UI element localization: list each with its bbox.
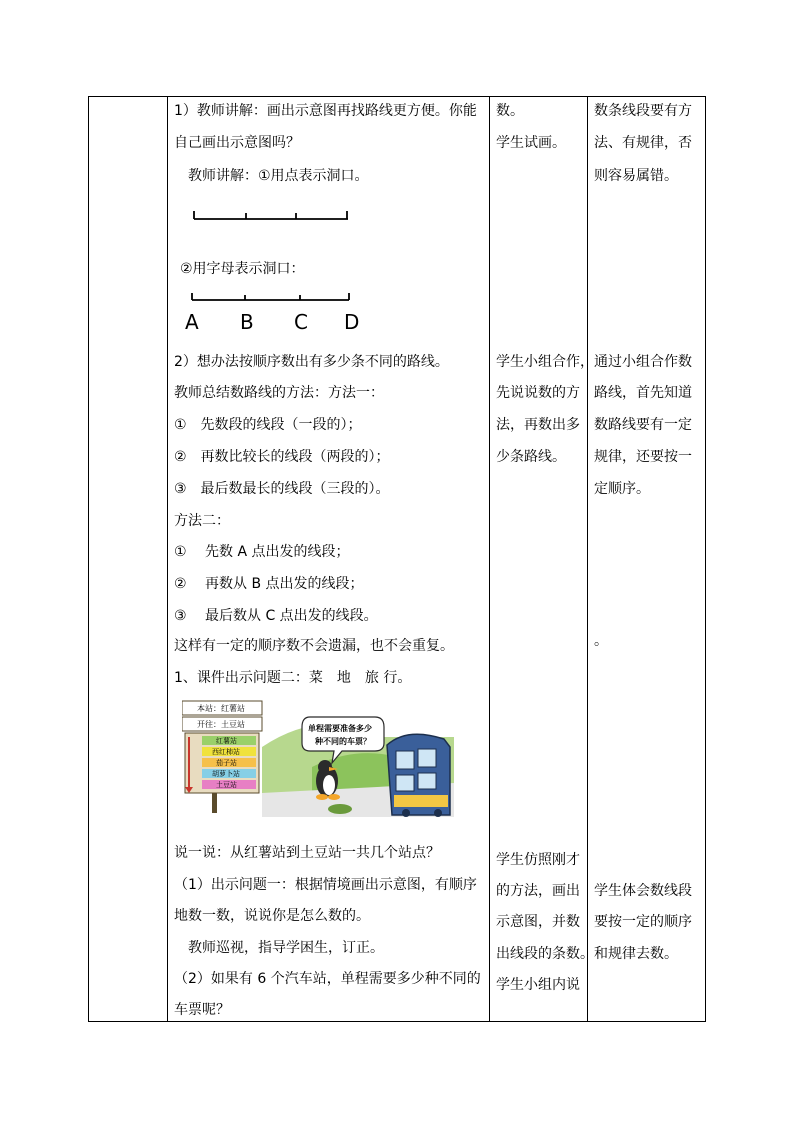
text-line: 。: [594, 633, 608, 649]
text-line: 路线，首先知道: [594, 385, 692, 401]
sign-current-station: 本站：红薯站: [197, 704, 245, 713]
text-line: 这样有一定的顺序数不会遗漏，也不会重复。: [174, 638, 454, 654]
sign-direction: 开往：土豆站: [197, 720, 245, 729]
text-line: 教师巡视，指导学困生，订正。: [174, 940, 384, 956]
text-line: 车票呢？: [174, 1002, 230, 1018]
lesson-table: [88, 96, 706, 1022]
text-line: 学生小组合作，: [496, 354, 594, 370]
dots-diagram: [188, 205, 358, 225]
station-item: 西红柿站: [212, 748, 240, 756]
text-line: 出线段的条数。: [496, 946, 594, 962]
text-line: 教师总结数路线的方法：方法一：: [174, 385, 384, 401]
text-line: （2）如果有 6 个汽车站，单程需要多少种不同的: [174, 971, 481, 987]
text-line: 学生仿照刚才: [496, 852, 580, 868]
station-item: 茄子站: [216, 759, 237, 767]
lettered-diagram: [182, 290, 362, 334]
text-line: ②用字母表示洞口：: [180, 261, 305, 277]
text-line: ① 先数段的线段（一段的）；: [174, 417, 362, 433]
point-label-c: C: [294, 310, 308, 334]
text-line: 1、课件出示问题二：菜 地 旅 行。: [174, 670, 412, 686]
text-line: 学生体会数线段: [594, 883, 692, 899]
text-line: 定顺序。: [594, 481, 650, 497]
text-line: 自己画出示意图吗？: [174, 135, 300, 151]
teaching-process-column: [168, 97, 489, 1021]
text-line: 通过小组合作数: [594, 354, 692, 370]
text-line: 少条路线。: [496, 449, 566, 465]
text-line: 规律，还要按一: [594, 449, 692, 465]
text-line: 地数一数，说说你是怎么数的。: [174, 908, 370, 924]
text-line: ① 先数 A 点出发的线段；: [174, 544, 350, 560]
design-intent-column: [588, 97, 706, 1021]
text-line: ③ 最后数最长的线段（三段的）。: [174, 481, 390, 497]
station-item: 胡萝卜站: [212, 770, 240, 778]
bubble-line: 单程需要准备多少: [308, 724, 372, 733]
text-line: ③ 最后数从 C 点出发的线段。: [174, 608, 378, 624]
point-label-d: D: [344, 310, 360, 334]
station-item: 红薯站: [216, 737, 237, 745]
text-line: 要按一定的顺序: [594, 914, 692, 930]
text-line: 学生小组内说: [496, 977, 580, 993]
text-line: 示意图，并数: [496, 914, 580, 930]
text-line: ② 再数比较长的线段（两段的）；: [174, 449, 390, 465]
point-label-b: B: [240, 310, 254, 334]
text-line: ② 再数从 B 点出发的线段；: [174, 576, 364, 592]
text-line: 的方法，画出: [496, 883, 580, 899]
point-label-a: A: [185, 310, 199, 334]
text-line: 数。: [496, 103, 524, 119]
text-line: 法、有规律，否: [594, 135, 692, 151]
bus-station-illustration: [182, 697, 454, 817]
text-line: 法，再数出多: [496, 417, 580, 433]
text-line: 先说说数的方: [496, 385, 580, 401]
text-line: 教师讲解：①用点表示洞口。: [174, 168, 369, 184]
bubble-line: 种不同的车票？: [315, 737, 371, 746]
text-line: 1）教师讲解：画出示意图再找路线更方便。你能: [174, 103, 477, 119]
text-line: 和规律去数。: [594, 946, 678, 962]
text-line: 学生试画。: [496, 135, 566, 151]
text-line: 方法二：: [174, 513, 230, 529]
station-item: 土豆站: [216, 781, 237, 789]
text-line: 2）想办法按顺序数出有多少条不同的路线。: [174, 354, 449, 370]
student-activity-column: [490, 97, 594, 1021]
text-line: 则容易属错。: [594, 168, 678, 184]
text-line: 说一说：从红薯站到土豆站一共几个站点？: [174, 845, 440, 861]
text-line: （1）出示问题一：根据情境画出示意图，有顺序: [174, 877, 477, 893]
text-line: 数路线要有一定: [594, 417, 692, 433]
text-line: 数条线段要有方: [594, 103, 692, 119]
